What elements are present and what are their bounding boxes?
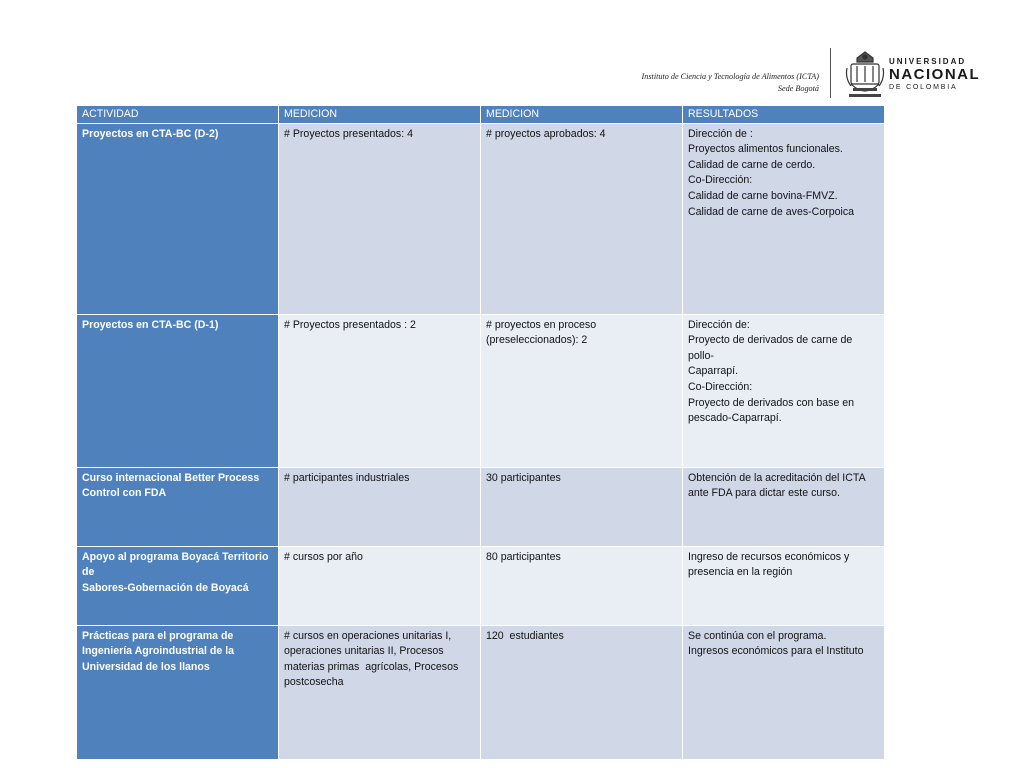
cell-text-line: Universidad de los llanos: [82, 660, 210, 673]
header-medicion-2: MEDICION: [481, 106, 683, 124]
activities-table: [76, 105, 885, 760]
cell-text-line: Dirección de :: [688, 127, 753, 140]
cell-text-line: Prácticas para el programa de: [82, 629, 234, 642]
institute-name: Instituto de Ciencia y Tecnología de Alimentos (ICTA): [641, 72, 819, 81]
cell-text-line: postcosecha: [284, 676, 344, 689]
table-header-row: [77, 106, 885, 124]
header-divider: [830, 48, 831, 98]
cell-resultados: [683, 625, 885, 759]
cell-text-line: Ingresos económicos para el Instituto: [688, 645, 864, 658]
cell-text-line: Proyectos en CTA-BC (D-1): [82, 318, 219, 331]
cell-text-line: (preseleccionados): 2: [486, 334, 588, 347]
cell-text-line: # proyectos aprobados: 4: [486, 127, 606, 140]
cell-medicion2: [481, 625, 683, 759]
cell-text-line: Proyectos en CTA-BC (D-2): [82, 127, 219, 140]
cell-medicion2: [481, 546, 683, 625]
cell-text-line: Calidad de carne de cerdo.: [688, 158, 816, 171]
cell-medicion2: [481, 467, 683, 546]
cell-text-line: # Proyectos presentados: 4: [284, 127, 413, 140]
cell-text-line: # cursos por año: [284, 550, 363, 563]
cell-resultados: [683, 314, 885, 467]
cell-actividad: [77, 546, 279, 625]
university-seal-icon: [843, 48, 887, 100]
cell-resultados: [683, 123, 885, 314]
cell-text-line: Calidad de carne bovina-FMVZ.: [688, 189, 838, 202]
cell-medicion2: [481, 314, 683, 467]
cell-medicion1: [279, 625, 481, 759]
table-row: [77, 314, 885, 467]
cell-text-line: Ingreso de recursos económicos y: [688, 550, 850, 563]
cell-text-line: materias primas agrícolas, Procesos: [284, 660, 459, 673]
cell-text-line: operaciones unitarias II, Procesos: [284, 645, 444, 658]
cell-text-line: Se continúa con el programa.: [688, 629, 827, 642]
cell-text-line: Co-Dirección:: [688, 380, 753, 393]
cell-text-line: # cursos en operaciones unitarias I,: [284, 629, 452, 642]
cell-text-line: 30 participantes: [486, 471, 561, 484]
cell-actividad: [77, 625, 279, 759]
logo-line-colombia: DE COLOMBIA: [889, 84, 958, 91]
logo-line-nacional: NACIONAL: [889, 66, 981, 83]
cell-medicion1: [279, 314, 481, 467]
cell-text-line: pescado-Caparrapí.: [688, 412, 782, 425]
cell-text-line: Obtención de la acreditación del ICTA: [688, 471, 866, 484]
cell-text-line: Sabores-Gobernación de Boyacá: [82, 581, 249, 594]
table-row: [77, 123, 885, 314]
cell-actividad: [77, 314, 279, 467]
cell-text-line: Proyecto de derivados de carne de pollo-: [688, 334, 856, 362]
table-row: [77, 546, 885, 625]
cell-text-line: Proyecto de derivados con base en: [688, 396, 855, 409]
cell-resultados: [683, 467, 885, 546]
header-actividad: ACTIVIDAD: [77, 106, 279, 124]
university-logo: [889, 57, 980, 92]
cell-actividad: [77, 467, 279, 546]
cell-medicion2: [481, 123, 683, 314]
table-row: [77, 625, 885, 759]
campus-name: Sede Bogotá: [777, 84, 819, 93]
cell-text-line: Caparrapí.: [688, 365, 739, 378]
cell-text-line: 80 participantes: [486, 550, 561, 563]
cell-resultados: [683, 546, 885, 625]
cell-text-line: ante FDA para dictar este curso.: [688, 487, 840, 500]
cell-text-line: Dirección de:: [688, 318, 750, 331]
cell-text-line: Curso internacional Better Process: [82, 471, 260, 484]
cell-text-line: Co-Dirección:: [688, 174, 753, 187]
cell-text-line: # Proyectos presentados : 2: [284, 318, 416, 331]
cell-medicion1: [279, 123, 481, 314]
cell-text-line: Ingeniería Agroindustrial de la: [82, 645, 235, 658]
institute-header: [642, 71, 819, 95]
header-medicion-1: MEDICION: [279, 106, 481, 124]
cell-text-line: presencia en la región: [688, 566, 793, 579]
logo-line-universidad: UNIVERSIDAD: [889, 57, 967, 66]
cell-text-line: Control con FDA: [82, 487, 167, 500]
cell-medicion1: [279, 546, 481, 625]
cell-text-line: 120 estudiantes: [486, 629, 564, 642]
cell-text-line: Calidad de carne de aves-Corpoica: [688, 205, 855, 218]
table-row: [77, 467, 885, 546]
cell-text-line: Proyectos alimentos funcionales.: [688, 143, 843, 156]
cell-medicion1: [279, 467, 481, 546]
cell-text-line: # proyectos en proceso: [486, 318, 597, 331]
cell-text-line: Apoyo al programa Boyacá Territorio de: [82, 550, 272, 579]
header-resultados: RESULTADOS: [683, 106, 885, 124]
cell-text-line: # participantes industriales: [284, 471, 410, 484]
cell-actividad: [77, 123, 279, 314]
